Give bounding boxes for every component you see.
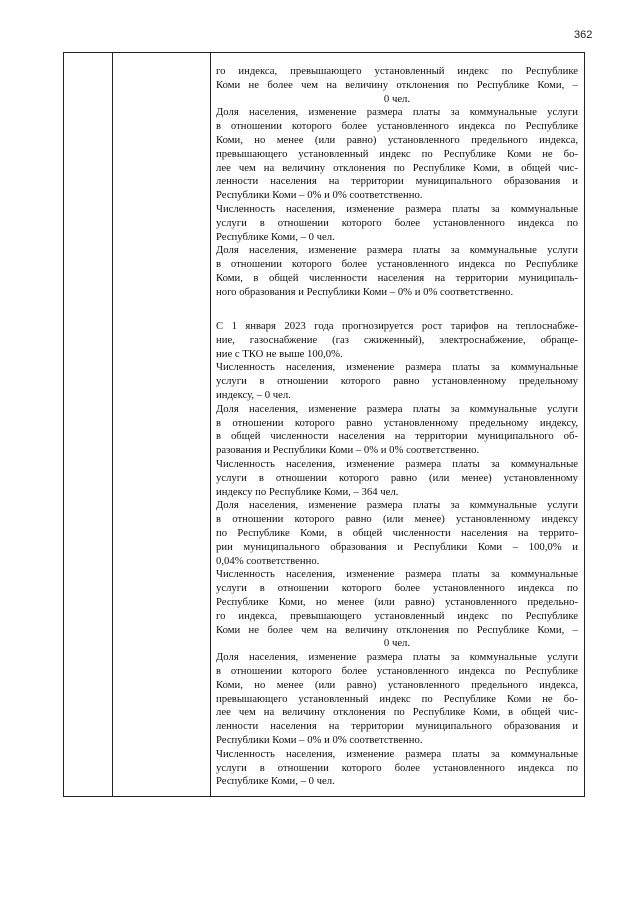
text-line: 0 чел. [383,637,411,650]
text-line: в отношении которого равно (или менее) установленному индексу [216,513,578,526]
text-line: Коми не более чем на величину отклонения по Республике Коми, – [216,623,578,636]
text-line: в отношении которого более установленного индекса по Республике [216,120,578,133]
table-column-content [210,53,584,796]
text-line: услуги в отношении которого более установленного индекса по [216,216,578,229]
text-line: Коми, но менее (или равно) установленного предельного индекса, [216,133,578,146]
text-line: рии муниципального образования и Республики Коми – 100,0% и [216,540,578,553]
text-line: Численность населения, изменение размера платы за коммунальные [216,361,578,374]
text-line: Численность населения, изменение размера платы за коммунальные [216,457,578,470]
text-line: индексу, – 0 чел. [216,388,291,401]
text-line: Республике Коми, но менее (или равно) установленного предельно- [216,595,578,608]
text-line: ние с ТКО не выше 100,0%. [216,347,343,360]
text-line: Коми не более чем на величину отклонения по Республике Коми, – [216,78,578,91]
text-line: Доля населения, изменение размера платы за коммунальные услуги [216,651,578,664]
text-line: ленности населения на территории муниципального образования и [216,720,578,733]
text-line: Доля населения, изменение размера платы за коммунальные услуги [216,402,578,415]
document-table [63,52,585,797]
text-line: Численность населения, изменение размера платы за коммунальные [216,568,578,581]
text-line: го индекса, превышающего установленный индекс по Республике [216,65,578,77]
text-line: ного образования и Республики Коми – 0% и 0% соответственно. [216,285,514,298]
text-line: превышающего установленный индекс по Республике Коми не бо- [216,147,578,160]
text-line: С 1 января 2023 года прогнозируется рост тарифов на теплоснабже- [216,320,578,332]
text-line: Доля населения, изменение размера платы за коммунальные услуги [216,499,578,512]
text-line: превышающего установленный индекс по Республике Коми не бо- [216,692,578,705]
text-line: Численность населения, изменение размера платы за коммунальные [216,202,578,215]
text-line: Доля населения, изменение размера платы за коммунальные услуги [216,106,578,119]
text-line: в общей численности населения на территории муниципального об- [216,430,578,443]
text-line: по Республике Коми, в общей численности населения на террито- [216,526,578,539]
text-line: в отношении которого равно установленному предельному индексу, [216,416,578,429]
text-line: разования и Республики Коми – 0% и 0% соответственно. [216,444,480,457]
text-line: услуги в отношении которого более установленного индекса по [216,761,578,774]
text-line: Доля населения, изменение размера платы за коммунальные услуги [216,244,578,257]
text-line: го индекса, превышающего установленный индекс по Республике [216,609,578,622]
text-line: услуги в отношении которого равно установленному предельному [216,375,578,388]
text-line: Коми, но менее (или равно) установленного предельного индекса, [216,678,578,691]
content-block-bottom [216,320,578,789]
table-column-number [64,53,113,796]
text-line: Коми, в общей численности населения на территории муниципаль- [216,271,578,284]
text-line: Республики Коми – 0% и 0% соответственно. [216,733,423,746]
table-column-label [112,53,211,796]
text-line: Республике Коми, – 0 чел. [216,775,335,788]
text-line: Республики Коми – 0% и 0% соответственно. [216,189,423,202]
text-line: Республике Коми, – 0 чел. [216,230,335,243]
text-line: ние, газоснабжение (газ сжиженный), электроснабжение, обраще- [216,333,578,346]
text-line: 0 чел. [383,92,411,105]
text-line: ленности населения на территории муниципального образования и [216,175,578,188]
text-line: Численность населения, изменение размера платы за коммунальные [216,747,578,760]
content-block-top [216,65,578,300]
text-line: в отношении которого более установленного индекса по Республике [216,258,578,271]
text-line: услуги в отношении которого равно (или менее) установленному [216,471,578,484]
text-line: в отношении которого более установленного индекса по Республике [216,664,578,677]
text-line: индексу по Республике Коми, – 364 чел. [216,485,399,498]
text-line: лее чем на величину отклонения по Республике Коми, в общей чис- [216,161,578,174]
page-number: 362 [574,29,593,41]
text-line: лее чем на величину отклонения по Республике Коми, в общей чис- [216,706,578,719]
text-line: услуги в отношении которого более установленного индекса по [216,582,578,595]
text-line: 0,04% соответственно. [216,554,320,567]
